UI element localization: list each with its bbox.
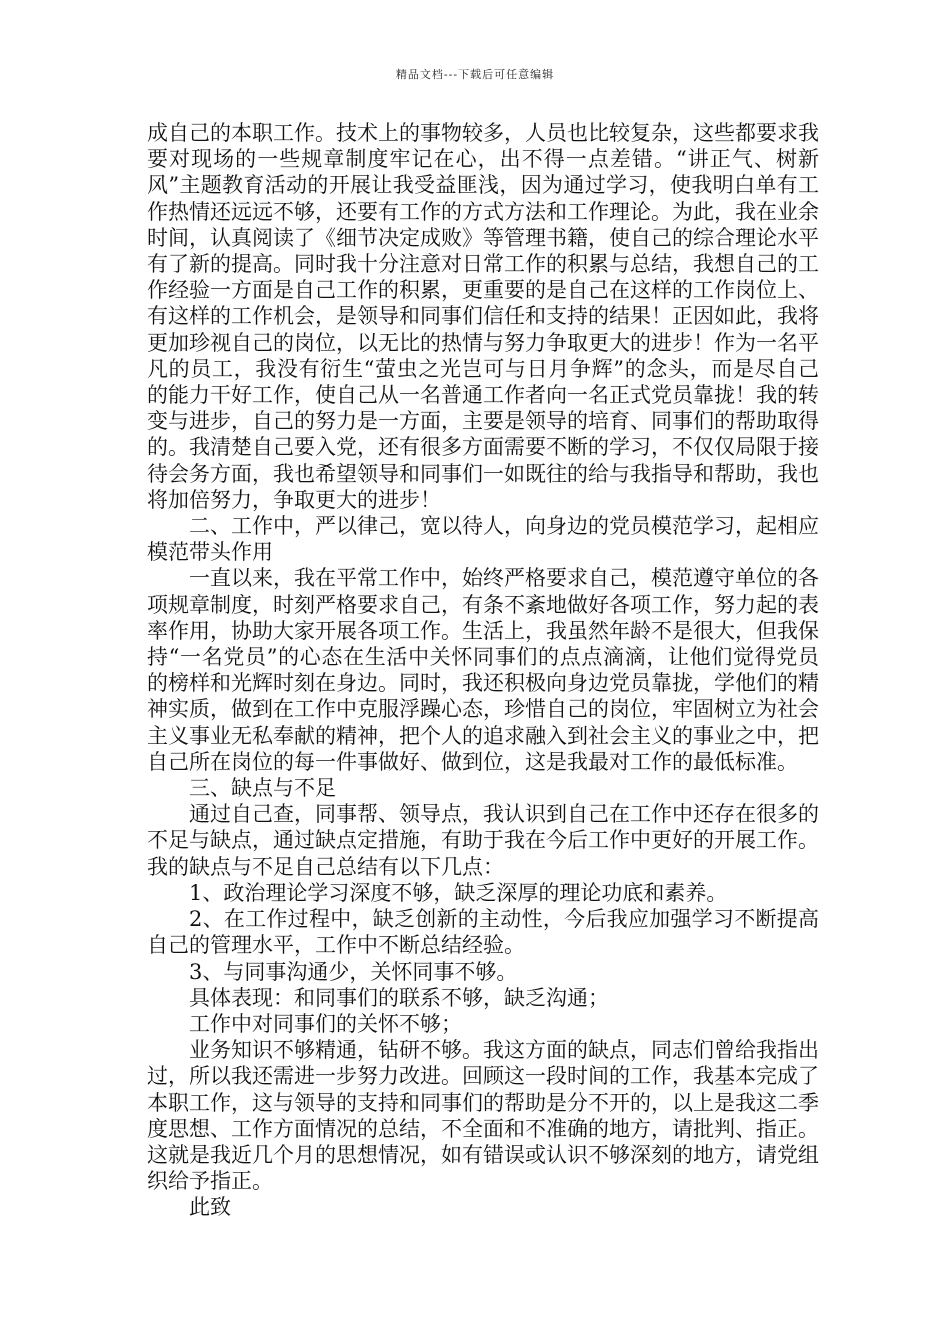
paragraph: 具体表现：和同事们的联系不够，缺乏沟通； [189, 985, 609, 1010]
paragraph: 业务知识不够精通，钻研不够。我这方面的缺点，同志们曾给我指出过，所以我还需进一步努力改进。回顾这一段时间的工作，我基本完成了本职工作，这与领导的支持和同事们的帮助是分不开的，以上是我这二季度思想、工作方面情况的总结，不全面和不准确的地方，请批判、指正。这就是我近几个月的思想情况，如有错误或认识不够深刻的地方，请党组织给予指正。 [147, 1038, 819, 1194]
page-header: 精品文档---下载后可任意编辑 [395, 68, 555, 81]
paragraph: 工作中对同事们的关怀不够； [189, 1011, 462, 1036]
paragraph: 一直以来，我在平常工作中，始终严格要求自己，模范遵守单位的各项规章制度，时刻严格要求自己，有条不紊地做好各项工作，努力起的表率作用，协助大家开展各项工作。生活上，我虽然年龄不是很大，但我保持“一名党员”的心态在生活中关怀同事们的点点滴滴，让他们觉得党员的榜样和光辉时刻在身边。同时，我还积极向身边党员靠拢，学他们的精神实质，做到在工作中克服浮躁心态，珍惜自己的岗位，牢固树立为社会主义事业无私奉献的精神，把个人的追求融入到社会主义的事业之中，把自己所在岗位的每一件事做好、做到位，这是我最对工作的最低标准。 [147, 566, 819, 774]
list-item: 1、政治理论学习深度不够，缺乏深厚的理论功底和素养。 [189, 880, 728, 905]
list-item: 2、在工作过程中，缺乏创新的主动性，今后我应加强学习不断提高自己的管理水平，工作中不断总结经验。 [147, 907, 819, 958]
list-item: 3、与同事沟通少，关怀同事不够。 [189, 959, 518, 984]
paragraph: 成自己的本职工作。技术上的事物较多，人员也比较复杂，这些都要求我要对现场的一些规章制度牢记在心，出不得一点差错。“讲正气、树新风”主题教育活动的开展让我受益匪浅，因为通过学习，使我明白单有工作热情还远远不够，还要有工作的方式方法和工作理论。为此，我在业余时间，认真阅读了《细节决定成败》等管理书籍，使自己的综合理论水平有了新的提高。同时我十分注意对日常工作的积累与总结，我想自己的工作经验一方面是自己工作的积累，更重要的是自己在这样的工作岗位上、有这样的工作机会，是领导和同事们信任和支持的结果！正因如此，我将更加珍视自己的岗位，以无比的热情与努力争取更大的进步！作为一名平凡的员工，我没有衍生“萤虫之光岂可与日月争辉”的念头，而是尽自己的能力干好工作，使自己从一名普通工作者向一名正式党员靠拢！我的转变与进步，自己的努力是一方面，主要是领导的培育、同事们的帮助取得的。我清楚自己要入党，还有很多方面需要不断的学习，不仅仅局限于接待会务方面，我也希望领导和同事们一如既往的给与我指导和帮助，我也将加倍努力，争取更大的进步！ [147, 121, 819, 512]
section-heading: 三、缺点与不足 [189, 776, 336, 801]
document-body [147, 120, 819, 1221]
paragraph: 通过自己查，同事帮、领导点，我认识到自己在工作中还存在很多的不足与缺点，通过缺点定措施，有助于我在今后工作中更好的开展工作。我的缺点与不足自己总结有以下几点： [147, 802, 819, 879]
section-heading: 二、工作中，严以律己，宽以待人，向身边的党员模范学习，起相应模范带头作用 [147, 514, 819, 565]
closing-salutation: 此致 [189, 1195, 231, 1220]
